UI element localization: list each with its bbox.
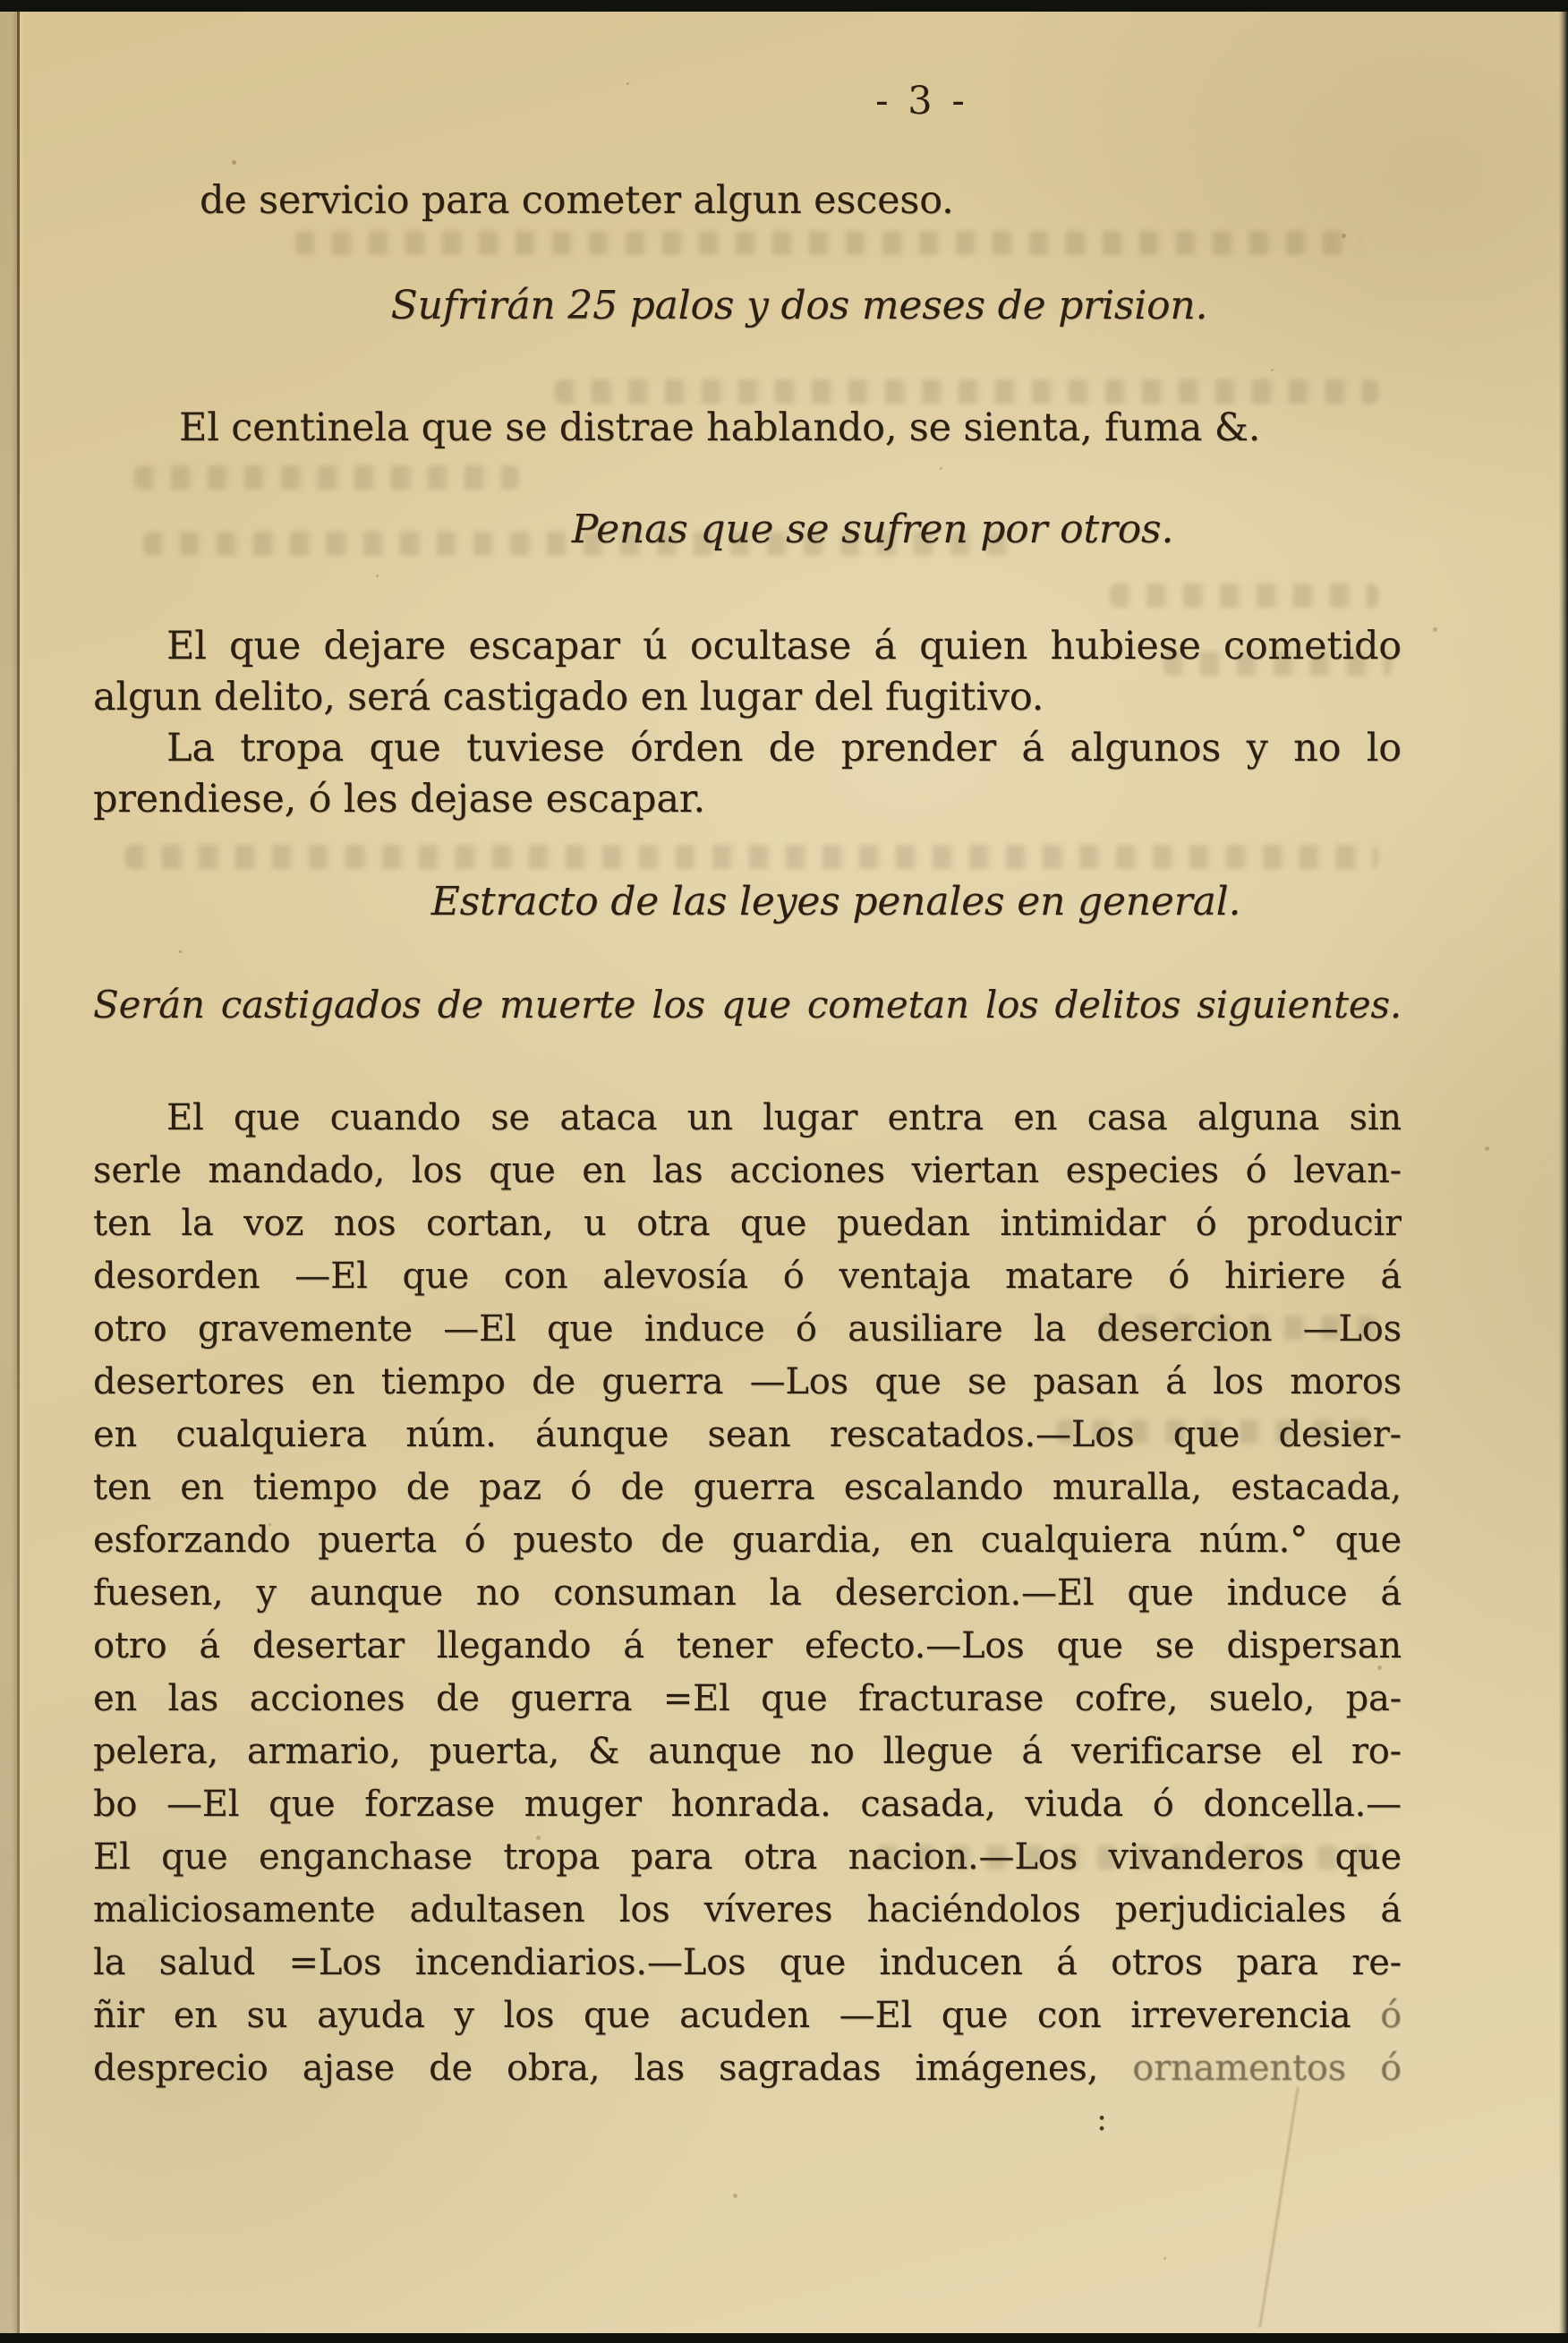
penalty-heading: Sufrirán 25 palos y dos meses de prision. [390,283,1208,328]
scan-bottom-bar [0,2333,1568,2343]
text-line: bo —El que forzase muger honrada. casada, viuda ó doncella.— [93,1784,1402,1825]
main-paragraph [93,1092,1402,2095]
text-line: desertores en tiempo de guerra —Los que se pasan á los moros [93,1361,1402,1402]
text-line: maliciosamente adultasen los víveres haciéndolos perjudiciales á [93,1889,1402,1930]
section-heading-seran: Serán castigados de muerte los que cometan los delitos siguientes. [93,983,1402,1027]
text-line: ñir en su ayuda y los que acuden —El que con irreverencia ó [93,1995,1402,2036]
paper-crease [1259,2087,1300,2328]
text-line: otro gravemente —El que induce ó ausiliare la desercion —Los [93,1308,1402,1350]
show-through-smudge [134,465,519,490]
show-through-smudge [125,845,1378,869]
text-line: ten en tiempo de paz ó de guerra escalando muralla, estacada, [93,1467,1402,1508]
text-line: fuesen, y aunque no consuman la desercion.—El que induce á [93,1572,1402,1614]
show-through-smudge [1110,584,1378,608]
text-line: prendiese, ó les dejase escapar. [93,777,705,822]
text-line: serle mandado, los que en las acciones viertan especies ó levan- [93,1150,1402,1191]
paragraph-continuation: de servicio para cometer algun esceso. [200,178,954,223]
paragraph-escapar [93,621,1402,723]
paragraph-centinela: El centinela que se distrae hablando, se sienta, fuma &. [179,405,1261,450]
end-mark: : [1096,2101,1108,2138]
binding-crease [17,12,20,2333]
page-number: - 3 - [875,79,968,124]
text-line: El que enganchase tropa para otra nacion.—Los vivanderos que [93,1836,1402,1878]
text-line: El que dejare escapar ú ocultase á quien hubiese cometido [166,624,1402,669]
text-line: pelera, armario, puerta, & aunque no llegue á verificarse el ro- [93,1731,1402,1772]
page-left-margin-shade [0,12,17,2333]
section-heading-penas: Penas que se sufren por otros. [571,507,1174,552]
text-line: la salud =Los incendiarios.—Los que inducen á otros para re- [93,1942,1402,1983]
show-through-smudge [555,379,1378,404]
text-line: El que cuando se ataca un lugar entra en casa alguna sin [166,1097,1402,1138]
text-line: La tropa que tuviese órden de prender á algunos y no lo [166,726,1402,771]
text-line: otro á desertar llegando á tener efecto.—Los que se dispersan [93,1625,1402,1666]
text-line: desorden —El que con alevosía ó ventaja matare ó hiriere á [93,1256,1402,1297]
paragraph-tropa [93,723,1402,825]
show-through-smudge [295,231,1360,255]
scan-right-edge [1559,0,1568,2343]
section-heading-estracto: Estracto de las leyes penales en general. [430,879,1241,924]
text-line: en las acciones de guerra =El que fracturase cofre, suelo, pa- [93,1678,1402,1719]
text-line: ten la voz nos cortan, u otra que puedan intimidar ó producir [93,1203,1402,1244]
scan-top-bar [0,0,1568,12]
text-line: algun delito, será castigado en lugar del fugitivo. [93,675,1044,720]
text-line: esforzando puerta ó puesto de guardia, en cualquiera núm.° que [93,1520,1402,1561]
text-line: en cualquiera núm. áunque sean rescatados.—Los que desier- [93,1414,1402,1455]
text-line: desprecio ajase de obra, las sagradas imágenes, ornamentos ó [93,2048,1402,2089]
